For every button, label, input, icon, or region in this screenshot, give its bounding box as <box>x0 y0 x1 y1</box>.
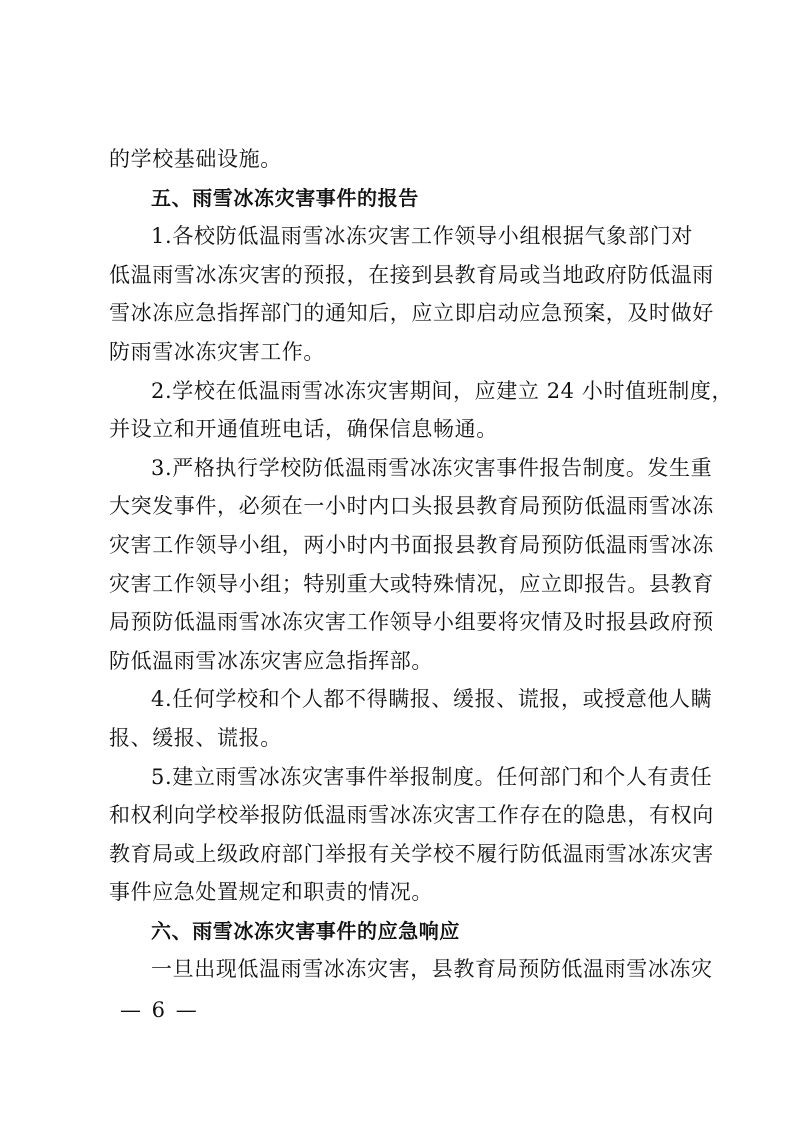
text-line-5: 雪冰冻应急指挥部门的通知后，应立即启动应急预案，及时做好 <box>109 301 714 326</box>
text-line-19: 教育局或上级政府部门举报有关学校不履行防低温雨雪冰冻灾害 <box>109 841 714 866</box>
text-line-10: 大突发事件，必须在一小时内口头报县教育局预防低温雨雪冰冻 <box>109 494 714 519</box>
text-line-1: 的学校基础设施。 <box>109 147 282 171</box>
text-line-13: 局预防低温雨雪冰冻灾害工作领导小组要将灾情及时报县政府预 <box>109 610 714 635</box>
text-line-18: 和权利向学校举报防低温雨雪冰冻灾害工作存在的隐患，有权向 <box>109 803 714 828</box>
text-line-8: 并设立和开通值班电话，确保信息畅通。 <box>109 417 498 442</box>
text-line-12: 灾害工作领导小组；特别重大或特殊情况，应立即报告。县教育 <box>109 571 714 596</box>
document-page <box>109 140 734 989</box>
text-line-16: 报、缓报、谎报。 <box>109 725 282 750</box>
text-line-6: 防雨雪冰冻灾害工作。 <box>109 339 325 364</box>
text-line-14: 防低温雨雪冰冻灾害应急指挥部。 <box>109 648 433 673</box>
section-heading-6: 六、雨雪冰冻灾害事件的应急响应 <box>151 918 460 943</box>
text-line-3: 1.各校防低温雨雪冰冻灾害工作领导小组根据气象部门对 <box>151 224 693 249</box>
page-number: — 6 — <box>120 998 199 1022</box>
text-line-7: 2.学校在低温雨雪冰冻灾害期间，应建立 24 小时值班制度， <box>151 378 734 403</box>
text-line-4: 低温雨雪冰冻灾害的预报，在接到县教育局或当地政府防低温雨 <box>109 262 714 287</box>
text-line-17: 5.建立雨雪冰冻灾害事件举报制度。任何部门和个人有责任 <box>151 764 713 789</box>
text-line-11: 灾害工作领导小组，两小时内书面报县教育局预防低温雨雪冰冻 <box>109 532 714 557</box>
text-line-20: 事件应急处置规定和职责的情况。 <box>109 880 433 905</box>
section-heading-5: 五、雨雪冰冻灾害事件的报告 <box>151 185 419 210</box>
text-line-9: 3.严格执行学校防低温雨雪冰冻灾害事件报告制度。发生重 <box>151 455 713 480</box>
text-line-15: 4.任何学校和个人都不得瞒报、缓报、谎报，或授意他人瞒 <box>151 687 713 712</box>
text-line-22: 一旦出现低温雨雪冰冻灾害，县教育局预防低温雨雪冰冻灾 <box>151 957 713 982</box>
